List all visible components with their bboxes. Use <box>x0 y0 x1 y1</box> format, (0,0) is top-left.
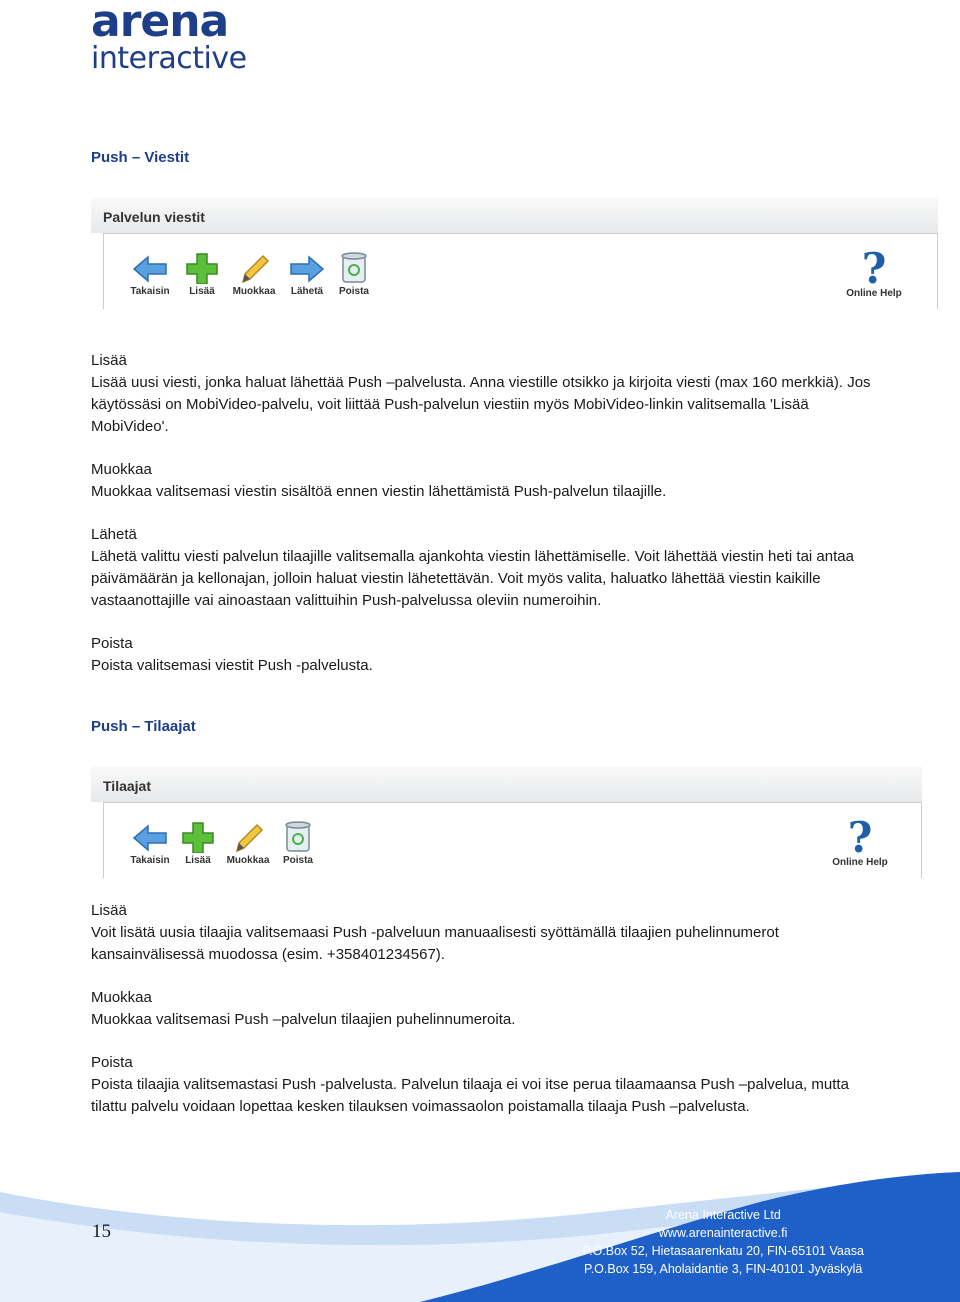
viestit-descriptions <box>91 350 871 677</box>
footer-website[interactable]: www.arenainteractive.fi <box>658 1226 788 1240</box>
panel-header <box>91 197 938 233</box>
question-mark-icon: ? <box>847 813 873 862</box>
panel-title: Tilaajat <box>103 778 151 794</box>
logo-wordmark-bottom: interactive <box>91 41 247 76</box>
toolbar-add-button[interactable]: Lisää <box>176 821 220 866</box>
toolbar-delete-button[interactable]: Poista <box>332 250 376 297</box>
trash-icon <box>283 819 313 853</box>
arena-logo <box>91 2 261 76</box>
section-title-viestit: Push – Viestit <box>91 149 190 166</box>
toolbar-back-button[interactable]: Takaisin <box>120 823 180 866</box>
toolbar-back-button[interactable]: Takaisin <box>120 254 180 297</box>
panel-body <box>103 802 922 878</box>
panel-title: Palvelun viestit <box>103 209 205 225</box>
tilaajat-descriptions <box>91 900 871 1118</box>
online-help-button[interactable]: ? Online Help <box>824 819 896 868</box>
footer-address-vaasa: P.O.Box 52, Hietasaarenkatu 20, FIN-65101 Vaasa <box>582 1244 864 1258</box>
item-text: Lähetä valittu viesti palvelun tilaajille valitsemalla ajankohta viestin lähettämiselle. Voit lähettää viestin heti tai antaa päivämäärän ja kellonajan, jolloin haluat viestin lähetettävän. Voit myös valita, haluatko lähettää viestin kaikille vastaanottajille vai ainoastaan valittuihin Push-palvelussa oleviin numeroihin. <box>91 548 854 609</box>
item-heading: Lisää <box>91 902 127 919</box>
section-title-tilaajat: Push – Tilaajat <box>91 718 196 735</box>
toolbar-send-button[interactable]: Lähetä <box>282 254 332 297</box>
viestit-toolbar-panel <box>91 197 938 309</box>
item-heading: Muokkaa <box>91 461 152 478</box>
item-heading: Lähetä <box>91 526 137 543</box>
back-arrow-icon <box>132 823 168 853</box>
item-text: Muokkaa valitsemasi viestin sisältöä ennen viestin lähettämistä Push-palvelun tilaajille. <box>91 483 667 500</box>
toolbar-edit-button[interactable]: Muokkaa <box>220 821 276 866</box>
item-heading: Lisää <box>91 352 127 369</box>
item-heading: Poista <box>91 635 133 652</box>
page-number: 15 <box>92 1221 111 1242</box>
item-text: Lisää uusi viesti, jonka haluat lähettää Push –palvelusta. Anna viestille otsikko ja kirjoita viesti (max 160 merkkiä). Jos käytössäsi on MobiVideo-palvelu, voit liittää Push-palvelun viestiin myös MobiVideo-linkin valitsemalla 'Lisää MobiVideo'. <box>91 374 871 435</box>
item-text: Poista tilaajia valitsemastasi Push -palvelusta. Palvelun tilaaja ei voi itse perua tilaamaansa Push –palvelua, mutta tilattu palvelu voidaan lopettaa kesken tilauksen voimassaolon poistamalla tilaaja Push –palvelusta. <box>91 1076 849 1115</box>
pencil-icon <box>237 252 271 284</box>
forward-arrow-icon <box>289 254 325 284</box>
toolbar-add-button[interactable]: Lisää <box>180 252 224 297</box>
online-help-button[interactable]: ? Online Help <box>838 250 910 299</box>
logo-wordmark-top: arena <box>91 0 229 47</box>
back-arrow-icon <box>132 254 168 284</box>
plus-icon <box>181 821 215 853</box>
panel-body <box>103 233 938 309</box>
toolbar-delete-button[interactable]: Poista <box>276 819 320 866</box>
tilaajat-toolbar-panel <box>91 766 922 878</box>
trash-icon <box>339 250 369 284</box>
item-text: Poista valitsemasi viestit Push -palvelusta. <box>91 657 373 674</box>
item-text: Voit lisätä uusia tilaajia valitsemaasi Push -palveluun manuaalisesti syöttämällä tilaajien puhelinnumerot kansainvälisessä muodossa (esim. +358401234567). <box>91 924 779 963</box>
toolbar-edit-button[interactable]: Muokkaa <box>226 252 282 297</box>
pencil-icon <box>231 821 265 853</box>
question-mark-icon: ? <box>861 244 887 293</box>
item-heading: Muokkaa <box>91 989 152 1006</box>
panel-header <box>91 766 922 802</box>
footer-address-jyvaskyla: P.O.Box 159, Aholaidantie 3, FIN-40101 Jyväskylä <box>583 1262 863 1276</box>
footer-address-block <box>582 1206 864 1278</box>
item-heading: Poista <box>91 1054 133 1071</box>
item-text: Muokkaa valitsemasi Push –palvelun tilaajien puhelinnumeroita. <box>91 1011 516 1028</box>
plus-icon <box>185 252 219 284</box>
footer-company: Arena Interactive Ltd <box>665 1208 781 1222</box>
